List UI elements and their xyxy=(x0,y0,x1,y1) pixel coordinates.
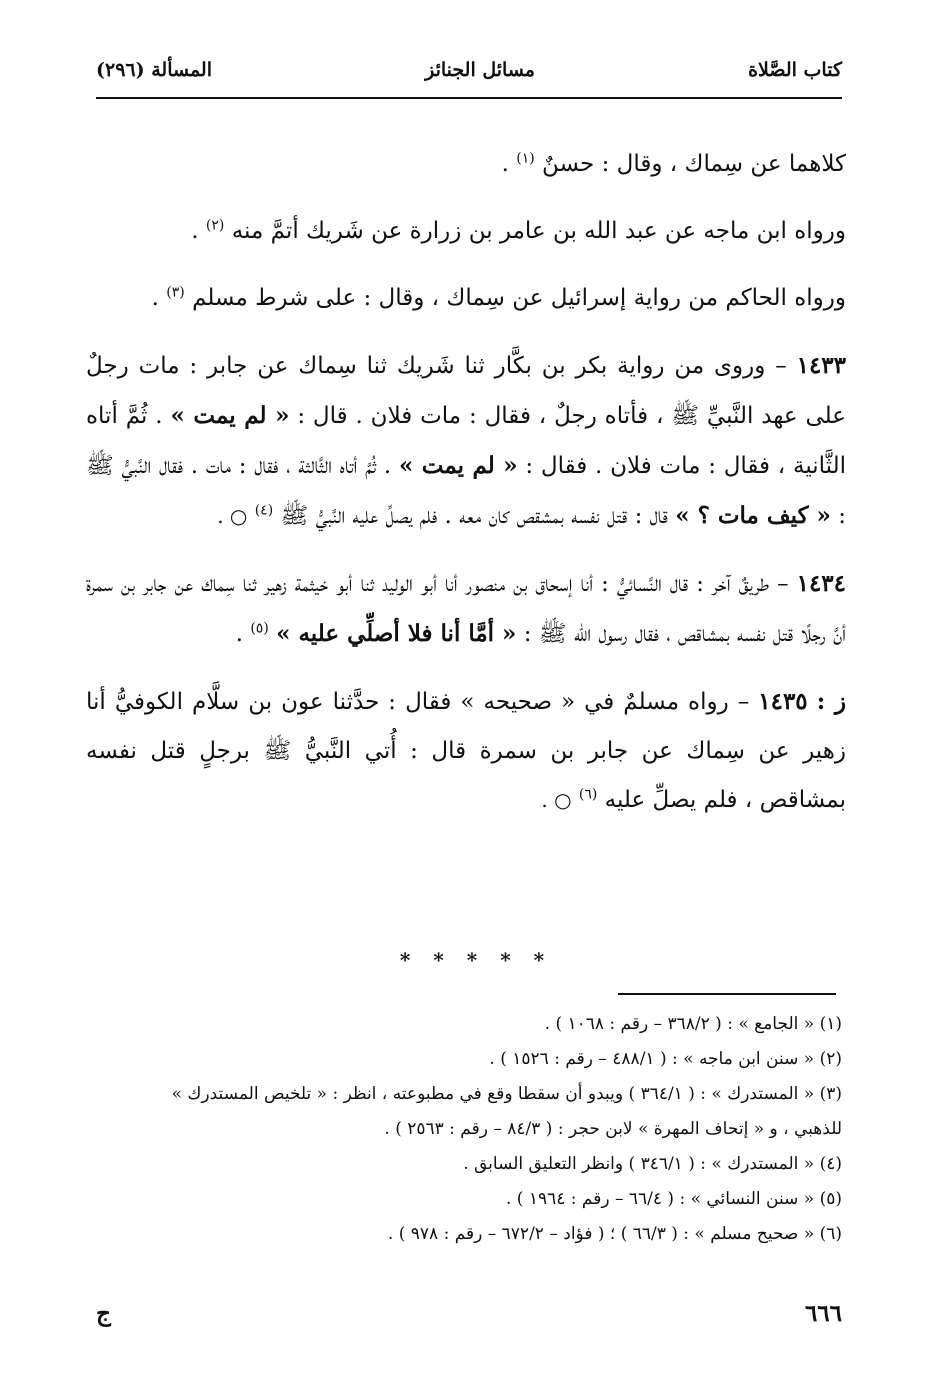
header-chapter-title: مسائل الجنائز xyxy=(425,59,535,81)
footnote: (١) « الجامع » : ( ٣٦٨/٢ – رقم : ١٠٦٨ ) . xyxy=(544,1014,842,1034)
quote: « أمَّا أنا فلا أصلِّي عليه » xyxy=(276,620,517,647)
end-mark: ○ . xyxy=(217,504,248,528)
entry-1433: ١٤٣٣ – وروى من رواية بكر بن بكَّار ثنا شَريك ثنا سِماك عن جابر : مات رجلٌ على عهد النَّبيِّ ﷺ ، فأتاه رجلٌ ، فقال : مات فلان . قال : « لم يمت » . ثُمَّ أتاه الثَّانية ، فقال : مات فلان . فقال : « لم يمت » . ثُمَّ أتاه الثَّالثة ، فقال : مات . فقال النَّبيُّ ﷺ : « كيف مات ؟ » قال : قتل نفسه بمشقص كان معه . فلم يصلِّ عليه النَّبيُّ ﷺ $^{(٤)}$ ○ . xyxy=(86,352,847,529)
page-footer xyxy=(96,1300,842,1327)
quote: « كيف مات ؟ » xyxy=(675,502,831,529)
entry-number: ١٤٣٤ xyxy=(796,570,847,597)
footnote-ref: (١) xyxy=(516,150,535,167)
header-issue-number: المسألة (٢٩٦) xyxy=(96,59,212,81)
quote: « لم يمت » xyxy=(398,452,518,479)
header-book-title: كتاب الصَّلاة xyxy=(748,59,842,81)
paragraph: ورواه الحاكم من رواية إسرائيل عن سِماك ، وقال : على شرط مسلم $^{(٣)}$ . xyxy=(151,284,846,311)
end-mark: ○ . xyxy=(541,788,572,812)
entry-1435: ز : ١٤٣٥ – رواه مسلمٌ في « صحيحه » فقال : حدَّثنا عون بن سلَّام الكوفيُّ أنا زهير عن سِماك عن جابر بن سمرة قال : أُتي النَّبيُّ ﷺ برجلٍ قتل نفسه بمشاقص ، فلم يصلِّ عليه $^{(٦)}$ ○ . xyxy=(86,688,846,813)
footnote-ref: (٣) xyxy=(166,284,185,301)
footnote-ref: (٦) xyxy=(578,786,598,803)
footnote-ref: (٥) xyxy=(250,620,269,637)
footnote: (٦) « صحيح مسلم » : ( ٦٦/٣ ) ؛ ( فؤاد – ٦٧٢/٢ – رقم : ٩٧٨ ) . xyxy=(387,1224,842,1244)
footnote-ref: (٤) xyxy=(254,502,274,519)
footnote-rule xyxy=(618,993,836,995)
main-text xyxy=(86,140,846,825)
footnote: (٣) « المستدرك » : ( ٣٦٤/١ ) ويبدو أن سقطا وقع في مطبوعته ، انظر : « تلخيص المستدرك » xyxy=(171,1084,842,1104)
section-separator: * * * * * xyxy=(399,948,553,972)
footnote-continuation: للذهبي ، و « إتحاف المهرة » لابن حجر : ( ٨٤/٣ – رقم : ٢٥٦٣ ) . xyxy=(384,1119,842,1139)
entry-number: ١٤٣٣ xyxy=(796,352,847,379)
header-rule xyxy=(96,97,842,99)
entry-1434: ١٤٣٤ – طريقٌ آخر : قال النَّسائيُّ : أنا إسحاق بن منصور أنا أبو الوليد ثنا أبو خيثمة زهير ثنا سِماك عن جابر بن سمرة أنَّ رجلًا قتل نفسه بمشاقص ، فقال رسول الله ﷺ : « أمَّا أنا فلا أصلِّي عليه » $^{(٥)}$ . xyxy=(86,570,847,647)
footnotes xyxy=(96,1007,842,1252)
footnote: (٢) « سنن ابن ماجه » : ( ٤٨٨/١ – رقم : ١٥٢٦ ) . xyxy=(489,1049,842,1069)
footnote: (٥) « سنن النسائي » : ( ٦٦/٤ – رقم : ١٩٦٤ ) . xyxy=(506,1189,842,1209)
running-header xyxy=(96,48,842,92)
paragraph: كلاهما عن سِماك ، وقال : حسنٌ $^{(١)}$ . xyxy=(501,150,846,177)
signature-mark: ج xyxy=(96,1300,111,1327)
page-number: ٦٦٦ xyxy=(804,1300,842,1327)
entry-number: ١٤٣٥ xyxy=(758,688,808,715)
footnote: (٤) « المستدرك » : ( ٣٤٦/١ ) وانظر التعليق السابق . xyxy=(463,1154,842,1174)
footnote-ref: (٢) xyxy=(205,217,225,234)
paragraph: ورواه ابن ماجه عن عبد الله بن عامر بن زرارة عن شَريك أتمَّ منه $^{(٢)}$ . xyxy=(191,217,846,244)
quote: « لم يمت » xyxy=(170,402,290,429)
entry-prefix: ز : xyxy=(816,688,846,715)
